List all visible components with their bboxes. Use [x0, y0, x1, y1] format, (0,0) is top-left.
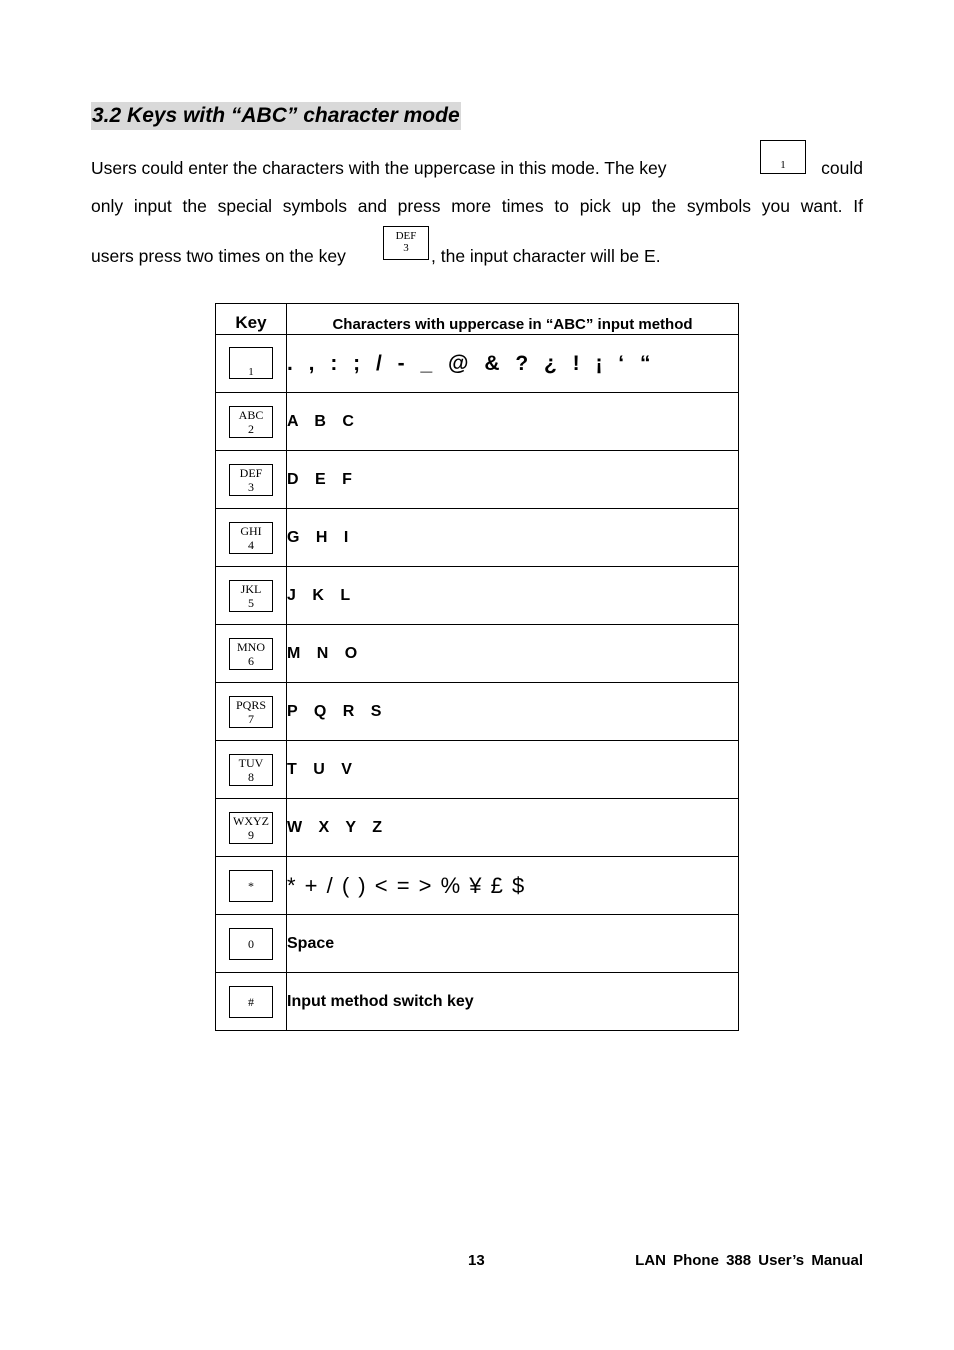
characters: T U V	[287, 760, 353, 778]
characters-cell	[287, 567, 739, 625]
inline-key-def-3-digit: 3	[403, 242, 409, 254]
key-letters: DEF	[239, 465, 263, 480]
key-cell	[216, 567, 287, 625]
key-letters: WXYZ	[233, 813, 269, 828]
keypad-key-2	[229, 406, 273, 438]
table-row	[216, 567, 739, 625]
key-digit: 9	[248, 827, 254, 842]
inline-key-def-3-letters: DEF	[395, 230, 417, 242]
characters: G H I	[287, 528, 349, 546]
table-row	[216, 857, 739, 915]
characters-cell	[287, 857, 739, 915]
characters: P Q R S	[287, 702, 382, 720]
keypad-key-5	[229, 580, 273, 612]
key-characters-table	[215, 303, 739, 1031]
key-cell	[216, 683, 287, 741]
key-digit: 8	[248, 769, 254, 784]
table-row	[216, 799, 739, 857]
key-letters: PQRS	[235, 697, 267, 712]
intro-line-1-text: Users could enter the characters with the uppercase in this mode. The key	[91, 158, 667, 178]
intro-line-3	[91, 245, 863, 267]
intro-line-3-text: users press two times on the key	[91, 246, 346, 266]
characters: * + / ( ) < = > % ¥ £ $	[287, 872, 525, 898]
characters-cell	[287, 451, 739, 509]
characters-cell	[287, 799, 739, 857]
keypad-key-star	[229, 870, 273, 902]
characters: A B C	[287, 412, 355, 430]
key-cell	[216, 915, 287, 973]
keypad-key-0	[229, 928, 273, 960]
characters-cell	[287, 393, 739, 451]
key-cell	[216, 509, 287, 567]
key-digit: 3	[248, 479, 254, 494]
key-digit: 0	[248, 936, 254, 951]
characters: Space	[287, 934, 335, 952]
keypad-key-1	[229, 347, 273, 379]
intro-line-1	[91, 157, 863, 179]
table-row	[216, 625, 739, 683]
inline-key-1-label: 1	[780, 159, 786, 171]
characters-cell	[287, 915, 739, 973]
manual-title: LAN Phone 388 User’s Manual	[635, 1252, 863, 1269]
key-digit: #	[248, 994, 254, 1009]
key-digit: 2	[248, 421, 254, 436]
key-letters: MNO	[236, 639, 265, 654]
key-digit: 1	[248, 366, 254, 378]
table-row	[216, 683, 739, 741]
key-cell	[216, 451, 287, 509]
keypad-key-9	[229, 812, 273, 844]
key-letters: GHI	[240, 523, 262, 538]
key-letters: JKL	[240, 581, 262, 596]
keypad-key-7	[229, 696, 273, 728]
key-digit: *	[248, 878, 254, 893]
table-row	[216, 509, 739, 567]
characters: W X Y Z	[287, 818, 383, 836]
table-row	[216, 973, 739, 1031]
key-letters: ABC	[238, 407, 264, 422]
characters: . , : ; / - _ @ & ? ¿ ! ¡ ‘ “	[287, 351, 651, 375]
table-header-key: Key	[216, 304, 287, 335]
keypad-key-8	[229, 754, 273, 786]
key-cell	[216, 335, 287, 393]
keypad-key-6	[229, 638, 273, 670]
key-digit: 6	[248, 653, 254, 668]
table-header-characters: Characters with uppercase in “ABC” input method	[287, 304, 739, 335]
characters: M N O	[287, 644, 358, 662]
inline-key-1	[760, 140, 806, 174]
key-cell	[216, 741, 287, 799]
inline-key-def-3	[383, 226, 429, 260]
key-cell	[216, 625, 287, 683]
section-heading: 3.2 Keys with “ABC” character mode	[91, 102, 461, 130]
key-cell	[216, 857, 287, 915]
key-letters: TUV	[238, 755, 264, 770]
keypad-key-4	[229, 522, 273, 554]
characters-cell	[287, 683, 739, 741]
key-cell	[216, 973, 287, 1031]
characters: D E F	[287, 470, 353, 488]
table-row	[216, 393, 739, 451]
characters-cell	[287, 741, 739, 799]
key-digit: 7	[248, 711, 254, 726]
page-number: 13	[468, 1252, 485, 1269]
intro-line-1-after: could	[821, 158, 863, 178]
table-row	[216, 451, 739, 509]
characters-cell	[287, 625, 739, 683]
characters-cell	[287, 335, 739, 393]
characters-cell	[287, 973, 739, 1031]
table-row	[216, 741, 739, 799]
table-row	[216, 335, 739, 393]
characters-cell	[287, 509, 739, 567]
keypad-key-hash	[229, 986, 273, 1018]
intro-line-3-after: , the input character will be E.	[431, 246, 661, 266]
key-digit: 5	[248, 595, 254, 610]
table-header-row	[216, 304, 739, 335]
keypad-key-3	[229, 464, 273, 496]
intro-line-2: only input the special symbols and press more times to pick up the symbols you want. If	[91, 196, 863, 216]
key-cell	[216, 799, 287, 857]
characters: Input method switch key	[287, 992, 474, 1010]
table-row	[216, 915, 739, 973]
key-cell	[216, 393, 287, 451]
characters: J K L	[287, 586, 351, 604]
key-digit: 4	[248, 537, 254, 552]
